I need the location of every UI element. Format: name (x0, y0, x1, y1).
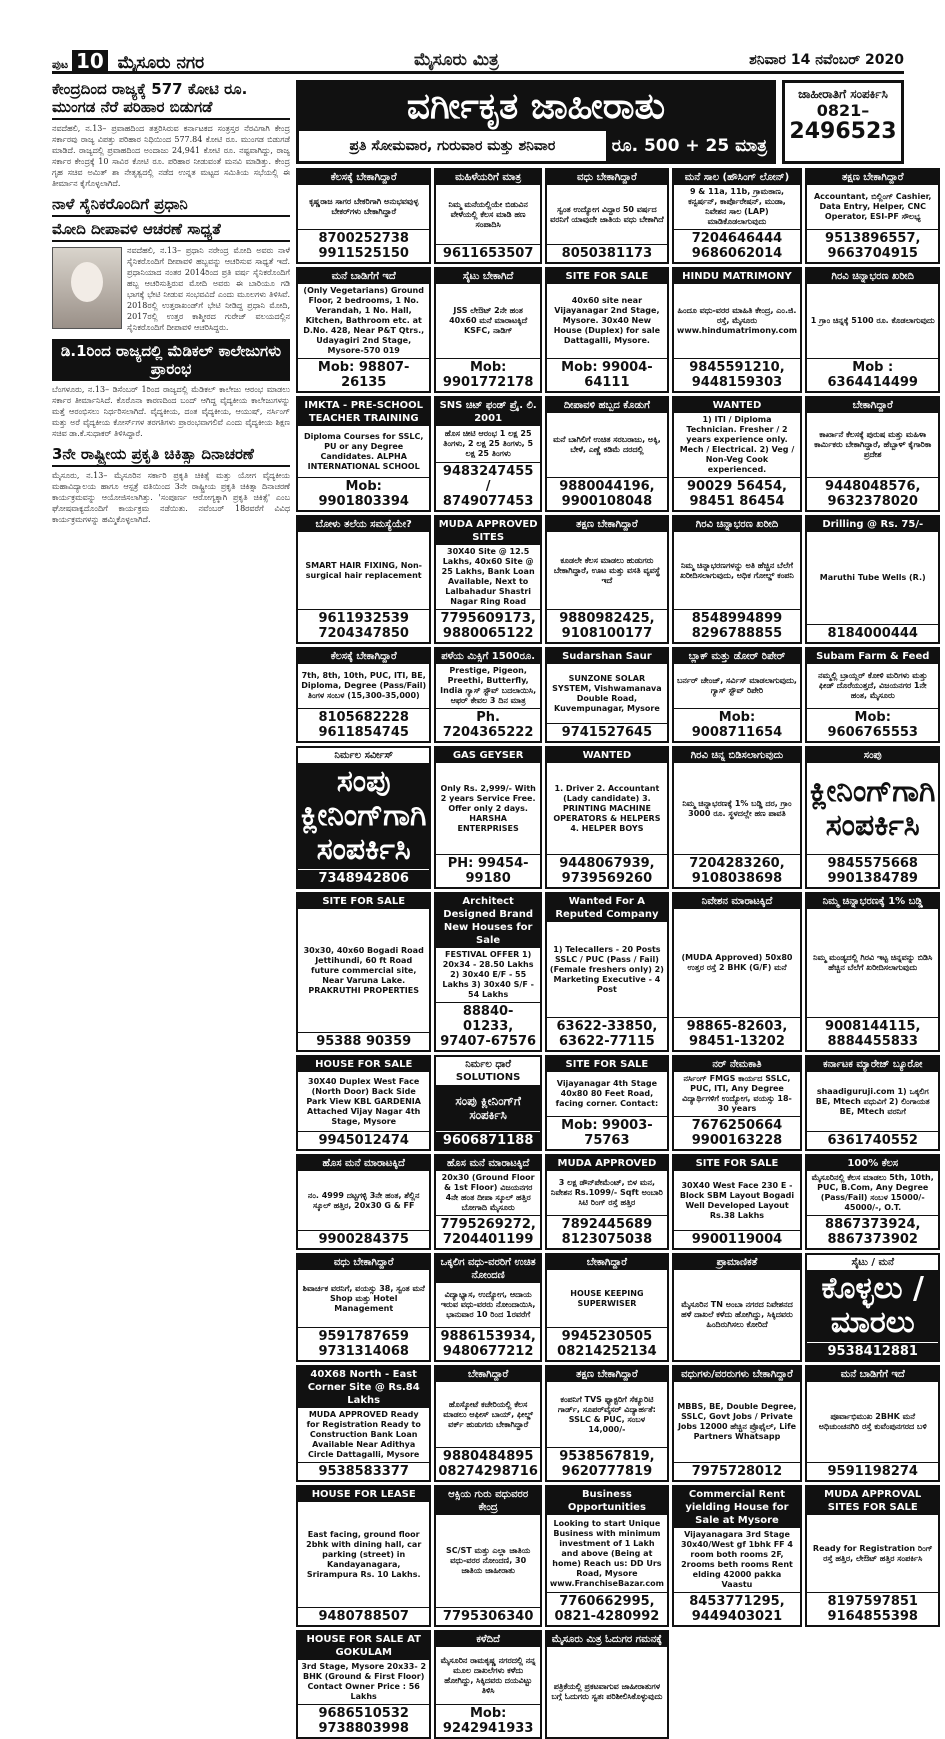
ad-phone: 8105682228 9611854745 (298, 708, 429, 741)
classified-ad (296, 1154, 431, 1250)
ad-body: ಶಿವಾರ್ಚಕ ವರನಿಗೆ, ವಯಸ್ಸು 38, ಸ್ವಂತ ಮನೆ Shop ಮತ್ತು Hotel Management (302, 1283, 425, 1313)
contact-area-code: 0821– (816, 101, 870, 120)
classifieds-days: ಪ್ರತಿ ಸೋಮವಾರ, ಗುರುವಾರ ಮತ್ತು ಶನಿವಾರ (349, 138, 556, 154)
ad-phone: 7204283260, 9108038698 (674, 854, 800, 887)
ad-title: ಗಿರವಿ ಚಿನ್ನಾಭರಣ ಖರೀದಿ (807, 269, 938, 284)
classified-ad (545, 1055, 669, 1151)
ad-phone: 7975728012 (674, 1462, 800, 1480)
ad-phone: 7795269272, 7204401199 (436, 1215, 540, 1248)
classified-ad (545, 746, 669, 889)
story4-headline: 3ನೇ ರಾಷ್ಟ್ರೀಯ ಪ್ರಕೃತಿ ಚಿಕಿತ್ಸಾ ದಿನಾಚರಣೆ (52, 445, 290, 467)
ad-body: 1) Telecallers - 20 Posts SSLC / PUC (Pass / Fail) (Female freshers only) 2) Marketing Executive - 4 Post (549, 944, 664, 994)
ad-phone: 6361740552 (807, 1131, 938, 1149)
classified-ad (805, 746, 940, 889)
ad-body: ಮೈಸೂರಿನ ರಾಮಕೃಷ್ಣ ನಗರದಲ್ಲಿ ನನ್ನ ಮೂಲ ದಾಖಲೆಗಳು ಕಳೆದು ಹೋಗಿದ್ದು, ಸಿಕ್ಕಿದವರು ದಯವಿಟ್ಟು ತಿಳಿಸಿ (440, 1655, 536, 1695)
ad-body: ಕಂಪನಿಗೆ TVS ಫ್ಯಾಕ್ಟರಿಗೆ ಸೆಕ್ಯೂರಿಟಿ ಗಾರ್ಡ್, ಸೂಪರ್‌ವೈಸರ್ ವಿದ್ಯಾರ್ಹತೆ: SSLC & PUC, ಸಂಬಳ 14,000/- (557, 1394, 656, 1434)
ad-phone: PH: 99454-99180 (436, 854, 540, 887)
ad-body: 1) ITI / Diploma Technician. Fresher / 2 years experience only. Mech / Electrical. 2) Veg / Non-Veg Cook experienced. (679, 415, 795, 474)
ad-title: HOUSE FOR SALE (298, 1057, 429, 1072)
ad-title: Commercial Rent yielding House for Sale at Mysore (674, 1487, 800, 1528)
ad-phone: Mob: 99003-75763 (547, 1116, 667, 1149)
ad-phone: 9008144115, 8884455833 (807, 1017, 938, 1050)
ad-body: 30x30, 40x60 Bogadi Road Jettihundi, 60 ft Road future commercial site, Near Varuna Lake. PRAKRUTHI PROPERTIES (303, 945, 424, 995)
ad-phone: 9886153934, 9480677212 (436, 1327, 540, 1360)
ad-title: ವಧು ಬೇಕಾಗಿದ್ದಾರೆ (298, 1255, 429, 1270)
ad-phone: 9945230505 08214252134 (547, 1327, 667, 1360)
ad-title: ತಕ್ಷಣ ಬೇಕಾಗಿದ್ದಾರೆ (547, 517, 667, 532)
classifieds-subheader (299, 131, 773, 161)
ad-phone: 8453771295, 9449403021 (674, 1592, 800, 1625)
ad-title: ಮನೆ ಸಾಲ (ಹೌಸಿಂಗ್ ಲೋನ್) (674, 170, 800, 185)
classified-ad (805, 1365, 940, 1482)
ad-phone: Mob: 98807-26135 (298, 358, 429, 391)
ad-body: ಕ್ಲೀನಿಂಗ್‌ಗಾಗಿ ಸಂಪರ್ಕಿಸಿ (810, 773, 936, 843)
contact-label: ಜಾಹೀರಾತಿಗೆ ಸಂಪರ್ಕಿಸಿ (798, 87, 888, 101)
ad-body: ನಿಮ್ಮ ಚಿನ್ನಾಭರಣಗಳನ್ನು ಅತಿ ಹೆಚ್ಚಿನ ಬೆಲೆಗೆ ಖರೀದಿಸಲಾಗುವುದು, ಅಧಿಕ ಗೋಲ್ಡ್ ಕಂಪನಿ (680, 560, 794, 580)
ad-body: ಕೂಡಲೇ ಕೆಲಸ ಮಾಡಲು ಹುಡುಗರು ಬೇಕಾಗಿದ್ದಾರೆ, ಊಟ ಮತ್ತು ವಸತಿ ವ್ಯವಸ್ಥೆ ಇದೆ (553, 555, 661, 585)
ad-body: ಮನೆ ಬಾಗಿಲಿಗೆ ಉಚಿತ ಸರಬರಾಜು, ಅಕ್ಕಿ, ಬೇಳೆ, ಎಣ್ಣೆ ಕಡಿಮೆ ದರದಲ್ಲಿ (553, 435, 661, 454)
ad-body: FESTIVAL OFFER 1) 20x34 - 28.50 Lakhs 2) 30x40 E/F - 55 Lakhs 3) 30x40 S/F - 54 Lakhs (442, 950, 534, 999)
classified-ad (672, 396, 802, 512)
ad-phone: 9880484895 08274298716 (438, 1449, 538, 1479)
story1-headline: ಕೇಂದ್ರದಿಂದ ರಾಜ್ಯಕ್ಕೆ 577 ಕೋಟಿ ರೂ. ಮುಂಗಡ ನೆರೆ ಪರಿಹಾರ ಬಿಡುಗಡೆ (52, 80, 290, 120)
classified-ad (296, 1253, 431, 1362)
classified-ad (805, 168, 940, 264)
classified-ad (434, 1154, 542, 1250)
ad-title: SITE FOR SALE (547, 269, 667, 284)
ad-title: MUDA APPROVED (547, 1156, 667, 1171)
ad-body: 1. Driver 2. Accountant (Lady candidate) 3. PRINTING MACHINE OPERATORS & HELPERS 4. HELPER BOYS (553, 783, 661, 833)
ad-body: 30X40 Site @ 12.5 Lakhs, 40x60 Site @ 25 Lakhs, Bank Loan Available, Next to Lalbahadur Shastri Nagar Ring Road (441, 547, 535, 606)
ad-body: 7th, 8th, 10th, PUC, ITI, BE, Diploma, Degree (Pass/Fail) ತಿಂಗಳ ಸಂಬಳ (15,300-35,000) (301, 671, 427, 700)
ad-body: ಕೊಳ್ಳಲು / ಮಾರಲು (821, 1271, 924, 1340)
ad-phone: 9686510532 9738803998 (298, 1704, 429, 1737)
ad-title: ಮನೆ ಬಾಡಿಗೆಗೆ ಇದೆ (807, 1367, 938, 1382)
classified-ad (672, 892, 802, 1052)
classified-ads-grid (296, 168, 936, 1736)
ad-phone: 7795306340 (436, 1607, 540, 1625)
contact-number: 2496523 (789, 119, 897, 144)
ad-body: ಸ್ವಂತ ಉದ್ಯೋಗ ವಿದ್ದಾರ 50 ವರ್ಷದ ವರನಿಗೆ ಯಾವುದೇ ಜಾತಿಯ ವಧು ಬೇಕಾಗಿದೆ (550, 204, 664, 224)
ad-title: Drilling @ Rs. 75/- (807, 517, 938, 532)
classified-ad (672, 1055, 802, 1151)
classified-ad (545, 1485, 669, 1627)
ad-title: HOUSE FOR SALE AT GOKULAM (298, 1632, 429, 1660)
classified-ad (434, 1055, 542, 1151)
ad-title: ದೀಪಾವಳಿ ಹಬ್ಬದ ಕೊಡುಗೆ (547, 398, 667, 413)
ad-body: ನರ್ಸಿಂಗ್ FMGS ಕಾರ್ಯದ SSLC, PUC, ITI, Any Degree ವಿದ್ಯಾರ್ಥಿಗಳಿಗೆ ಉದ್ಯೋಗ, ವಯಸ್ಸು 18-30 years (682, 1074, 792, 1113)
ad-phone: Mob: 9008711654 (674, 708, 800, 741)
ad-phone: 63622-33850, 63622-77115 (547, 1017, 667, 1050)
classified-ad (545, 267, 669, 393)
ad-title: ಸಂಪು (807, 748, 938, 763)
classified-ad (296, 168, 431, 264)
ad-body: (MUDA Approved) 50x80 ಉತ್ತರ ರಸ್ತೆ 2 BHK (G/F) ಮನೆ (681, 953, 793, 972)
ad-body: 40x60 site near Vijayanagar 2nd Stage, Mysore. 30x40 New House (Duplex) for sale Dattagalli, Mysore. (553, 296, 661, 345)
ad-body: Prestige, Pigeon, Preethi, Butterfly, India ಗ್ಯಾಸ್ ಸ್ಟೌವ್ ಬದಲಾಯಿಸಿ, ಆಫರ್ ಕೇವಲ 3 ದಿನ ಮಾತ್ರ (440, 666, 537, 705)
classified-ad (296, 892, 431, 1052)
ad-body: Looking to start Unique Business with minimum investment of 1 Lakh and above (Being at home) Reach us: DD Urs Road, Mysore www.FranchiseBazar.com (549, 1518, 664, 1588)
ad-body: ಮೈಸೂರಿನಲ್ಲಿ ಕೆಲಸ ಮಾಡಲು 5th, 10th, PUC, B.Com, Any Degree (Pass/Fail) ಸಂಬಳ 15000/- 45000/-, O.T. (811, 1173, 934, 1212)
classified-ad (296, 746, 431, 889)
ad-title: MUDA APPROVAL SITES FOR SALE (807, 1487, 938, 1515)
ad-body: ನಿಮ್ಮ ಚಿನ್ನಾಭರಣಕ್ಕೆ 1% ಬಡ್ಡಿ ದರ, ಗ್ರಾಂ 3000 ರೂ. ಸ್ಥಳದಲ್ಲೇ ಹಣ ಪಾವತಿ (682, 798, 792, 818)
ad-body: MBBS, BE, Double Degree, SSLC, Govt Jobs / Private Jobs 12000 ಹೆಚ್ಚಿನ ಪ್ರೊಫೈಲ್, Life Partners Whatsapp (677, 1402, 797, 1441)
classified-ad (805, 1485, 940, 1627)
ad-phone: Mob : 6364414499 (807, 358, 938, 391)
ad-phone: 7892445689 8123075038 (547, 1215, 667, 1248)
contact-box (782, 80, 904, 164)
ad-body: ಸಂಪು ಕ್ಲೀನಿಂಗ್‌ಗೆ ಸಂಪರ್ಕಿಸಿ (455, 1094, 521, 1122)
ad-phone: 9611932539 7204347850 (298, 609, 429, 642)
ad-phone: 9880044196, 9900108048 (547, 477, 667, 510)
classified-ad (805, 892, 940, 1052)
ad-phone: 8867373924, 8867373902 (807, 1215, 938, 1248)
story4-body: ಮೈಸೂರು, ನ.13– ಮೈಸೂರಿನ ಸರ್ಕಾರಿ ಪ್ರಕೃತಿ ಚಿಕಿತ್ಸೆ ಮತ್ತು ಯೋಗ ವೈದ್ಯಕೀಯ ಮಹಾವಿದ್ಯಾಲಯ ಹಾಗೂ ಆಸ್ಪತ್ರೆ ವತಿಯಿಂದ 3ನೇ ರಾಷ್ಟ್ರೀಯ ಪ್ರಕೃತಿ ಚಿಕಿತ್ಸಾ ದಿನಾಚರಣೆ ಕಾರ್ಯಕ್ರಮವನ್ನು ಆಯೋಜಿಸಲಾಗಿತ್ತು. 'ಸಂಪೂರ್ಣ ಆರೋಗ್ಯಕ್ಕಾಗಿ ಪ್ರಕೃತಿ ಚಿಕಿತ್ಸೆ' ಎಂಬ ಘೋಷವಾಕ್ಯದೊಂದಿಗೆ ಕಾರ್ಯಕ್ರಮ ನಡೆಯಿತು. ನವೆಂಬರ್ 18ರವರೆಗೆ ವಿವಿಧ ಕಾರ್ಯಕ್ರಮಗಳನ್ನು ಹಮ್ಮಿಕೊಳ್ಳಲಾಗಿದೆ. (52, 471, 290, 524)
ad-body: 20x30 (Ground Floor & 1st Floor) ವಿಜಯನಗರ 4ನೇ ಹಂತ ದೀಪಾ ಸ್ಕೂಲ್ ಹತ್ತಿರ ಬೋಗಾದಿ ಮೈಸೂರು (441, 1173, 535, 1212)
classified-ad (545, 1154, 669, 1250)
ad-title: ಮಹಿಳೆಯರಿಗೆ ಮಾತ್ರ (436, 170, 540, 185)
ad-title: ನಿವೇಶನ ಮಾರಾಟಕ್ಕಿದೆ (674, 894, 800, 909)
ad-phone: 7676250664 9900163228 (674, 1116, 800, 1149)
ad-body: 3rd Stage, Mysore 20x33- 2 BHK (Ground & First Floor) Contact Owner Price : 56 Lakhs (301, 1662, 427, 1701)
ad-title: ಕರ್ನಾಟಕ ಮ್ಯಾರೇಜ್ ಬ್ಯೂರೋ (807, 1057, 938, 1072)
ad-phone: Mob: 99004-64111 (547, 358, 667, 391)
ad-title: ಮನೆ ಬಾಡಿಗೆಗೆ ಇದೆ (298, 269, 429, 284)
news-photo (52, 247, 122, 329)
classified-ad (434, 1365, 542, 1482)
classified-ad (672, 168, 802, 264)
story1-body: ನವದೆಹಲಿ, ನ.13– ಪ್ರವಾಹದಿಂದ ತತ್ತರಿಸಿರುವ ಕರ್ನಾಟಕದ ಸಂತ್ರಸ್ತರ ನೆರವಿಗಾಗಿ ಕೇಂದ್ರ ಸರ್ಕಾರವು ರಾಜ್ಯ ವಿಪತ್ತು ಪರಿಹಾರ ನಿಧಿಯಿಂದ 577.84 ಕೋಟಿ ರೂ. ಮುಂಗಡ ಬಿಡುಗಡೆ ಮಾಡಿದೆ. ರಾಜ್ಯದಲ್ಲಿ ಪ್ರವಾಹದಿಂದ ಅಂದಾಜು 24,941 ಕೋಟಿ ರೂ. ನಷ್ಟವಾಗಿದ್ದು, ರಾಜ್ಯ ಸರ್ಕಾರ ಕೇಂದ್ರಕ್ಕೆ 10 ಸಾವಿರ ಕೋಟಿ ರೂ. ಪರಿಹಾರ ನೀಡುವಂತೆ ಮನವಿ ಮಾಡಿತ್ತು. ಕೇಂದ್ರ ಗೃಹ ಸಚಿವ ಅಮಿತ್ ಶಾ ನೇತೃತ್ವದಲ್ಲಿ ನಡೆದ ಉನ್ನತ ಮಟ್ಟದ ಸಮಿತಿಯ ಸಭೆಯಲ್ಲಿ ಈ ತೀರ್ಮಾನ ಕೈಗೊಳ್ಳಲಾಗಿದೆ. (52, 124, 290, 188)
classified-ad (545, 396, 669, 512)
ad-body: Only Rs. 2,999/- With 2 years Service Free. Offer only 2 days. HARSHA ENTERPRISES (440, 783, 536, 833)
ad-body: ನಿಮ್ಮ ಮನೆಯಲ್ಲಿಯೇ ಬಿಡುವಿನ ವೇಳೆಯಲ್ಲಿ ಕೆಲಸ ಮಾಡಿ ಹಣ ಸಂಪಾದಿಸಿ (448, 199, 528, 229)
ad-phone: 9611653507 (436, 244, 540, 262)
ad-phone: 9448067939, 9739569260 (547, 854, 667, 887)
classified-ad (434, 892, 542, 1052)
ad-body: Diploma Courses for SSLC, PU or any Degree Candidates. ALPHA INTERNATIONAL SCHOOL (303, 431, 424, 471)
ad-title: ನರ್ ನೇಮಕಾತಿ (674, 1057, 800, 1072)
ad-body: ನಿಮ್ಮ ಮಂಡ್ಯದಲ್ಲಿ ಗಿರವಿ ಇಟ್ಟ ಚಿನ್ನವನ್ನು ಬಿಡಿಸಿ ಹೆಚ್ಚಿನ ಬೆಲೆಗೆ ಖರೀದಿಸಲಾಗುವುದು (813, 953, 933, 972)
classified-ad (296, 1485, 431, 1627)
ad-title: ಮೈಸೂರು ಮಿತ್ರ ಓದುಗರ ಗಮನಕ್ಕೆ (547, 1632, 667, 1647)
ad-body: ಹೊಸ್ಕೋಟೆ ಕಚೇರಿಯಲ್ಲಿ ಕೆಲಸ ಮಾಡಲು ಆಫೀಸ್ ಬಾಯ್, ಫೀಲ್ಡ್ ವರ್ಕ್ ಹುಡುಗರು ಬೇಕಾಗಿದ್ದಾರೆ (443, 1399, 534, 1429)
ad-title: Sudarshan Saur (547, 649, 667, 664)
classified-ad (296, 396, 431, 512)
ad-body: HOUSE KEEPING SUPERWISER (570, 1288, 644, 1308)
ad-phone: 9880982425, 9108100177 (547, 609, 667, 642)
ad-body: ಬರ್ನರ್ ಚೇಂಜ್, ಸರ್ವಿಸ್ ಮಾಡಲಾಗುವುದು, ಗ್ಯಾಸ್ ಸ್ಟೌವ್ ರಿಪೇರಿ (677, 676, 797, 695)
classified-ad (805, 515, 940, 644)
ad-title: ಆಕ್ಸಿಯ ಗುರು ವಧುವರರ ಕೇಂದ್ರ (436, 1487, 540, 1515)
ad-title: ಕೆಲಸಕ್ಕೆ ಬೇಕಾಗಿದ್ದಾರೆ (298, 170, 429, 185)
ad-body: 1 ಗ್ರಾಂ ಚಿನ್ನಕ್ಕೆ 5100 ರೂ. ಕೊಡಲಾಗುವುದು (810, 316, 935, 325)
ad-phone: 9591787659 9731314068 (298, 1327, 429, 1360)
ad-title: 100% ಕೆಲಸ (807, 1156, 938, 1171)
classified-ad (805, 1154, 940, 1250)
ad-body: ಕಾರ್ಖಾನೆ ಕೆಲಸಕ್ಕೆ ಪುರುಷ ಮತ್ತು ಮಹಿಳಾ ಕಾರ್ಮಿಕರು ಬೇಕಾಗಿದ್ದಾರೆ, ಹೆಬ್ಬಾಳ್ ಕೈಗಾರಿಕಾ ಪ್ರದೇಶ (814, 430, 932, 459)
ad-title: ಹೊಸ ಮನೆ ಮಾರಾಟಕ್ಕಿದೆ (298, 1156, 429, 1171)
classified-ad (434, 1253, 542, 1362)
ad-title: GAS GEYSER (436, 748, 540, 763)
ad-phone: Mob: 9901803394 (298, 477, 429, 510)
ad-body: ವಿದ್ಯಾಭ್ಯಾಸ, ಉದ್ಯೋಗ, ಆದಾಯ ಇರುವ ವಧು-ವರರು ನೋಂದಾಯಿಸಿ, ಭಾನುವಾರ 10 ರಿಂದ 1ರವರೆಗೆ (440, 1290, 536, 1319)
ad-body: SC/ST ಮತ್ತು ಎಲ್ಲಾ ಜಾತಿಯ ವಧು-ವರರ ನೋಂದಣಿ, 30 ಜಾತಿಯ ಜಾಹೀರಾತು (445, 1546, 531, 1575)
classified-ad (545, 647, 669, 743)
ad-body: Maruthi Tube Wells (R.) (819, 573, 926, 582)
ad-phone: Ph. 7204365222 (436, 708, 540, 741)
ad-title: ನಿರ್ಮಲ ಸರ್ವೀಸ್ (298, 748, 429, 763)
classified-ad (434, 647, 542, 743)
ad-body: ನಂ. 4999 ದಟ್ಟಗಳ್ಳಿ 3ನೇ ಹಂತ, ಶೆಲ್ಲಿನ ಸ್ಕೂಲ್ ಹತ್ತಿರ, 20x30 G & FF (307, 1190, 420, 1210)
ad-title: ವಧು ಬೇಕಾಗಿದ್ದಾರೆ (547, 170, 667, 185)
ad-title: MUDA APPROVED SITES (436, 517, 540, 545)
classified-ad (296, 1365, 431, 1482)
page-city: ಮೈಸೂರು ನಗರ (117, 53, 205, 73)
ad-title: HOUSE FOR LEASE (298, 1487, 429, 1502)
ad-body: ಕೃಷ್ಣರಾಜ ಸಾಗರ ಬೇಕರಿಗಾಗಿ ಅನುಭವವುಳ್ಳ ಬೇಕರ್‌ಗಳು ಬೇಕಾಗಿದ್ದಾರೆ (309, 197, 419, 216)
ad-body: 3 ಲಕ್ಷ ಡೌನ್‌ಪೇಮೆಂಟ್, ಬಿಳ ಮನ, ನಿವೇಶನ Rs.1099/- Sqft ಅಂಬಾರಿ ಸಿಟಿ ರಿಂಗ್ ರಸ್ತೆ ಹತ್ತಿರ (550, 1178, 663, 1207)
classified-ad (545, 892, 669, 1052)
classified-ad (672, 515, 802, 644)
ad-phone: 9845575668 9901384789 (807, 854, 938, 887)
ad-body: ನಮ್ಮಲ್ಲಿ ಬ್ರಾಯ್ಲರ್ ಕೋಳಿ ಮರಿಗಳು ಮತ್ತು ಫೀಡ್ ದೊರೆಯುತ್ತದೆ, ವಿಜಯನಗರ 1ನೇ ಹಂತ, ಮೈಸೂರು (818, 671, 928, 700)
ad-title: ಬೋಳು ತಲೆಯ ಸಮಸ್ಯೆಯೇ? (298, 517, 429, 532)
ad-phone: 8050381173 (547, 244, 667, 262)
ad-phone: 7760662995, 0821-4280992 (547, 1592, 667, 1625)
ad-phone: Mob: 9901772178 (436, 358, 540, 391)
ad-body: ಹಿಂದೂ ವಧು-ವರರ ಮಾಹಿತಿ ಕೇಂದ್ರ, ಎಂ.ಜಿ. ರಸ್ತೆ, ಮೈಸೂರು www.hindumatrimony.com (676, 306, 798, 335)
story2-body (52, 245, 290, 333)
ad-title: ಗಿರವಿ ಚಿನ್ನಾಭರಣ ಖರೀದಿ (674, 517, 800, 532)
ad-title: ಸೈಟು ಬೇಕಾಗಿದೆ (436, 269, 540, 284)
ad-phone: 9538583377 (298, 1462, 429, 1480)
classified-ad (296, 515, 431, 644)
classifieds-header (296, 80, 776, 164)
ad-phone: 9538567819, 9620777819 (547, 1447, 667, 1480)
classified-ad (545, 1365, 669, 1482)
ad-title: ಬೇಕಾಗಿದ್ದಾರೆ (547, 1255, 667, 1270)
classified-ad (434, 1630, 542, 1739)
paper-name: ಮೈಸೂರು ಮಿತ್ರ (414, 50, 499, 70)
story2-headline: ಮೋದಿ ದೀಪಾವಳಿ ಆಚರಣೆ ಸಾಧ್ಯತೆ (52, 220, 290, 242)
ad-phone: 9538412881 (807, 1342, 938, 1360)
ad-body: MUDA APPROVED Ready for Registration Ready to Construction Bank Loan Available Near Adithya Circle Dattagalli, Mysore (306, 1410, 421, 1459)
ad-body: 30X40 Duplex West Face (North Door) Back Side Park View KBL GARDENIA Attached Vijay Nagar 4th Stage, Mysore (306, 1076, 421, 1126)
ad-title: SITE FOR SALE (547, 1057, 667, 1072)
page-prefix: ಪುಟ (52, 58, 69, 71)
classified-ad (545, 168, 669, 264)
ad-title: ನಿರ್ಮಲ ಧಾರೆ SOLUTIONS (436, 1057, 540, 1085)
ad-body: ಪತ್ರಿಕೆಯಲ್ಲಿ ಪ್ರಕಟವಾಗುವ ಜಾಹೀರಾತುಗಳ ಬಗ್ಗೆ ಓದುಗರು ಸ್ವತಃ ಪರಿಶೀಲಿಸಿಕೊಳ್ಳುವುದು (551, 1682, 663, 1701)
ad-title: 40X68 North - East Corner Site @ Rs.84 Lakhs (298, 1367, 429, 1408)
ad-body: 30X40 West Face 230 E - Block SBM Layout Bogadi Well Developed Layout Rs.38 Lakhs (679, 1180, 795, 1220)
classified-ad (434, 168, 542, 264)
ad-body: (Only Vegetarians) Ground Floor, 2 bedrooms, 1 No. Verandah, 1 No. Hall, Kitchen, Bathroom etc. at D.No. 428, Near P&T Qtrs., Udayagiri 2nd Stage, Mysore-570 019 (303, 286, 425, 355)
ad-phone: 9900119004 (674, 1230, 800, 1248)
masthead (52, 48, 904, 74)
classified-ad (805, 396, 940, 512)
ad-phone: 8184000444 (807, 624, 938, 642)
ad-phone: 9845591210, 9448159303 (674, 358, 800, 391)
ad-title: SNS ಚಿಟ್ ಫಂಡ್ ಪ್ರೈ. ಲಿ. 2001 (436, 398, 540, 426)
ad-title: ಒಕ್ಕಲಿಗ ವಧು-ವರರಿಗೆ ಉಚಿತ ನೋಂದಣಿ (436, 1255, 540, 1283)
ad-phone: 8548994899 8296788855 (674, 609, 800, 642)
ad-phone: 9513896557, 9663704915 (807, 229, 938, 262)
classified-ad (672, 1154, 802, 1250)
classified-ad (434, 396, 542, 512)
ad-phone: 9448048576, 9632378020 (807, 477, 938, 510)
page-number: 10 (72, 50, 108, 72)
ad-phone: 9900284375 (298, 1230, 429, 1248)
ad-body: East facing, ground floor 2bhk with dining hall, car parking (street) in Kandayanagara, Srirampura Rs. 10 Lakhs. (306, 1529, 422, 1579)
classifieds-price: ರೂ. 500 + 25 ಮಾತ್ರ (606, 131, 773, 161)
ad-body: Vijayanagara 3rd Stage 30x40/West gf 1bhk FF 4 room both rooms 2F, 2rooms beth rooms Rent elding 42000 pakka Vaastu (680, 1530, 793, 1589)
classified-ad (805, 647, 940, 743)
ad-body: ಪೂರ್ವಾಭಿಮುಖ 2BHK ಮನೆ ಅಧಿಚುಂಚನಗಿರಿ ರಸ್ತೆ ಕುವೆಂಪುನಗರದ ಬಳಿ (818, 1412, 927, 1431)
ad-body: shaadiguruji.com 1) ಒಕ್ಕಲಿಗ BE, Mtech ವಧುವಿಗೆ 2) ಲಿಂಗಾಯತ BE, Mtech ವರನಿಗೆ (815, 1086, 930, 1116)
ad-phone: 9483247455 / 8749077453 (436, 462, 540, 510)
classified-ad (434, 746, 542, 889)
ad-title: Subam Farm & Feed (807, 649, 938, 664)
ad-body: JSS ಲೇಔಟ್ 2ನೇ ಹಂತ 40x60 ಮನೆ ಮಾರಾಟಕ್ಕಿದೆ KSFC, ನಾಡಿಗ್ (449, 306, 528, 335)
ad-phone: 90029 56454, 98451 86454 (674, 477, 800, 510)
story3-body: ಬೆಂಗಳೂರು, ನ.13– ಡಿಸೆಂಬರ್ 1ರಿಂದ ರಾಜ್ಯದಲ್ಲಿ ಮೆಡಿಕಲ್ ಕಾಲೇಜು ಆರಂಭ ಮಾಡಲು ಸರ್ಕಾರ ತೀರ್ಮಾನಿಸಿದೆ. ಕೊರೊನಾ ಕಾರಣದಿಂದ ಬಂದ್ ಆಗಿದ್ದ ವೈದ್ಯಕೀಯ ಕಾಲೇಜುಗಳನ್ನು ಮತ್ತೆ ಆರಂಭಿಸಲು ನಿರ್ಧರಿಸಲಾಗಿದೆ. ವೈದ್ಯಕೀಯ, ದಂತ ವೈದ್ಯಕೀಯ, ಆಯುಷ್, ನರ್ಸಿಂಗ್ ಮತ್ತು ಅರೆ ವೈದ್ಯಕೀಯ ಕೋರ್ಸ್‌ಗಳ ತರಗತಿಗಳು ಪ್ರಾರಂಭವಾಗಲಿವೆ ಎಂದು ವೈದ್ಯಕೀಯ ಶಿಕ್ಷಣ ಸಚಿವ ಡಾ.ಕೆ.ಸುಧಾಕರ್ ತಿಳಿಸಿದ್ದಾರೆ. (52, 385, 290, 438)
classified-ad (805, 1253, 940, 1362)
classified-ad (545, 515, 669, 644)
classified-ad (672, 746, 802, 889)
ad-title: ಕೆಲಸಕ್ಕೆ ಬೇಕಾಗಿದ್ದಾರೆ (298, 649, 429, 664)
ad-body: SMART HAIR FIXING, Non-surgical hair replacement (305, 560, 423, 580)
ad-phone: 8700252738 9911525150 (298, 229, 429, 262)
ad-phone: 95388 90359 (298, 1032, 429, 1050)
classified-ad (434, 1485, 542, 1627)
ad-phone: 7348942806 (298, 869, 429, 887)
ad-phone: 9591198274 (807, 1462, 938, 1480)
ad-phone: 9480788507 (298, 1607, 429, 1625)
ad-title: Wanted For A Reputed Company (547, 894, 667, 922)
classified-ad (672, 1485, 802, 1627)
ad-title: ಗಿರವಿ ಚಿನ್ನ ಬಿಡಿಸಲಾಗುವುದು (674, 748, 800, 763)
ad-title: HINDU MATRIMONY (674, 269, 800, 284)
date-line: ಶನಿವಾರ 14 ನವೆಂಬರ್ 2020 (749, 52, 904, 68)
ad-title: SITE FOR SALE (674, 1156, 800, 1171)
ad-body: Vijayanagar 4th Stage 40x80 80 Feet Road, facing corner. Contact: (555, 1079, 659, 1108)
classified-ad (805, 267, 940, 393)
ad-title: WANTED (547, 748, 667, 763)
classified-ad (296, 647, 431, 743)
ad-title: ತಕ್ಷಣ ಬೇಕಾಗಿದ್ದಾರೆ (807, 170, 938, 185)
ad-phone: 7204646444 9686062014 (674, 229, 800, 262)
page-label (52, 50, 204, 73)
ad-phone: Mob: 9242941933 (436, 1704, 540, 1737)
news-column (52, 80, 290, 1384)
ad-title: IMKTA - PRE-SCHOOL TEACHER TRAINING (298, 398, 429, 426)
ad-phone: 9945012474 (298, 1131, 429, 1149)
ad-body: ಸಂಪು ಕ್ಲೀನಿಂಗ್‌ಗಾಗಿ ಸಂಪರ್ಕಿಸಿ (301, 764, 427, 867)
ad-title: ಬೇಕಾಗಿದ್ದಾರೆ (807, 398, 938, 413)
classified-ad (434, 515, 542, 644)
classified-ad (296, 1055, 431, 1151)
ad-title: ಪಳೆಯ ಮಿಕ್ಸಿಗೆ 1500ರೂ. (436, 649, 540, 664)
ad-title: SITE FOR SALE (298, 894, 429, 909)
classified-ad (672, 267, 802, 393)
ad-body: SUNZONE SOLAR SYSTEM, Vishwamanava Double Road, Kuvempunagar, Mysore (552, 673, 662, 713)
ad-title: Business Opportunities (547, 1487, 667, 1515)
ad-body: Accountant, ಬಿಲ್ಲಿಂಗ್ Cashier, Data Entry, Helper, CNC Operator, ESI-PF ಸೌಲಭ್ಯ (813, 192, 932, 221)
classified-ad (672, 1365, 802, 1482)
ad-phone: 98865-82603, 98451-13202 (674, 1017, 800, 1050)
classified-ad (805, 1055, 940, 1151)
ad-title: ತಕ್ಷಣ ಬೇಕಾಗಿದ್ದಾರೆ (547, 1367, 667, 1382)
ad-phone: 9606871188 (436, 1131, 540, 1149)
classified-ad (296, 267, 431, 393)
ad-title: ಪ್ರಾಮಾಣಿಕತೆ (674, 1255, 800, 1270)
ad-body: Ready for Registration ರಿಂಗ್ ರಸ್ತೆ ಹತ್ತಿರ, ಲೇಔಟ್ ಹತ್ತಿರ ಸಂಪರ್ಕಿಸಿ (812, 1543, 933, 1563)
classified-ad (434, 267, 542, 393)
ad-phone: 9741527645 (547, 723, 667, 741)
story2-kicker: ನಾಳೆ ಸೈನಿಕರೊಂದಿಗೆ ಪ್ರಧಾನಿ (52, 195, 290, 217)
ad-title: ಬೇಕಾಗಿದ್ದಾರೆ (436, 1367, 540, 1382)
ad-title: ಹೊಸ ಮನೆ ಮಾರಾಟಕ್ಕಿದೆ (436, 1156, 540, 1171)
ad-title: ನಿಮ್ಮ ಚಿನ್ನಾಭರಣಕ್ಕೆ 1% ಬಡ್ಡಿ (807, 894, 938, 909)
classified-ad (672, 1253, 802, 1362)
ad-title: Architect Designed Brand New Houses for Sale (436, 894, 540, 948)
ad-body: ಮೈಸೂರಿನ TN ಅಂಬಾ ನಗರದ ನಿವೇಶನದ ಹಳೆ ದಾಖಲೆ ಕಳೆದು ಹೋಗಿದ್ದು, ಸಿಕ್ಕಿದವರು ಹಿಂದಿರುಗಿಸಲು ಕೋರಿದೆ (681, 1300, 793, 1329)
classified-ad (672, 647, 802, 743)
ad-phone: 8197597851 9164855398 (807, 1592, 938, 1625)
ad-title: ಕಳೆದಿದೆ (436, 1632, 540, 1647)
classified-ad (296, 1630, 431, 1739)
classified-ad (545, 1630, 669, 1739)
ad-phone: 7795609173, 9880065122 (436, 609, 540, 642)
ad-title: WANTED (674, 398, 800, 413)
ad-body: ಹೊಸ ಚೀಟಿ ಆರಂಭ 1 ಲಕ್ಷ 25 ತಿಂಗಳು, 2 ಲಕ್ಷ 25 ತಿಂಗಳು, 5 ಲಕ್ಷ 25 ತಿಂಗಳು (443, 429, 534, 458)
story2-text: ನವದೆಹಲಿ, ನ.13– ಪ್ರಧಾನಿ ನರೇಂದ್ರ ಮೋದಿ ಅವರು ನಾಳೆ ಸೈನಿಕರೊಂದಿಗೆ ದೀಪಾವಳಿ ಹಬ್ಬವನ್ನು ಆಚರಿಸುವ ಸಾಧ್ಯತೆ ಇದೆ. ಪ್ರಧಾನಿಯಾದ ನಂತರ 2014ರಿಂದ ಪ್ರತಿ ವರ್ಷ ಸೈನಿಕರೊಂದಿಗೆ ಹಬ್ಬ ಆಚರಿಸುತ್ತಿರುವ ಮೋದಿ ಅವರು ಈ ಬಾರಿಯೂ ಗಡಿ ಭಾಗಕ್ಕೆ ಭೇಟಿ ನೀಡುವ ಸಂಭವವಿದೆ ಎಂದು ಮೂಲಗಳು ತಿಳಿಸಿವೆ. 2018ರಲ್ಲಿ ಉತ್ತರಾಖಂಡ್‌ಗೆ ಭೇಟಿ ನೀಡಿದ್ದ ಪ್ರಧಾನಿ ಮೋದಿ, 2017ರಲ್ಲಿ ಉತ್ತರ ಕಾಶ್ಮೀರದ ಗುರೇಜ್ ವಲಯದಲ್ಲಿನ ಸೈನಿಕರೊಂದಿಗೆ ದೀಪಾವಳಿ ಆಚರಿಸಿದ್ದರು. (127, 246, 290, 332)
ad-title: ವಧುಗಳು/ವರರುಗಳು ಬೇಕಾಗಿದ್ದಾರೆ (674, 1367, 800, 1382)
ad-title: ಸೈಟು / ಮನೆ (807, 1255, 938, 1270)
ad-phone: Mob: 9606765553 (807, 708, 938, 741)
ad-title: ಬ್ಲಾಕ್ ಮತ್ತು ಡೋರ್ ರಿಪೇರ್ (674, 649, 800, 664)
ad-body: 9 & 11a, 11b, ಗ್ರಾಮಠಾಣ, ಕನ್ವರ್ಷನ್, ಕಾರ್ಪೊರೇಷನ್, ಮುಡಾ, ನಿವೇಶನ ಸಾಲ (LAP) ಮಾಡಿಕೊಡಲಾಗುವುದು (688, 187, 786, 226)
classifieds-title: ವರ್ಗೀಕೃತ ಜಾಹೀರಾತು (299, 83, 773, 131)
classified-ad (545, 1253, 669, 1362)
story3-headline: ಡಿ.1ರಿಂದ ರಾಜ್ಯದಲ್ಲಿ ಮೆಡಿಕಲ್ ಕಾಲೇಜುಗಳು ಪ್ರಾರಂಭ (52, 339, 290, 381)
ad-phone: 88840-01233, 97407-67576 (436, 1002, 540, 1050)
